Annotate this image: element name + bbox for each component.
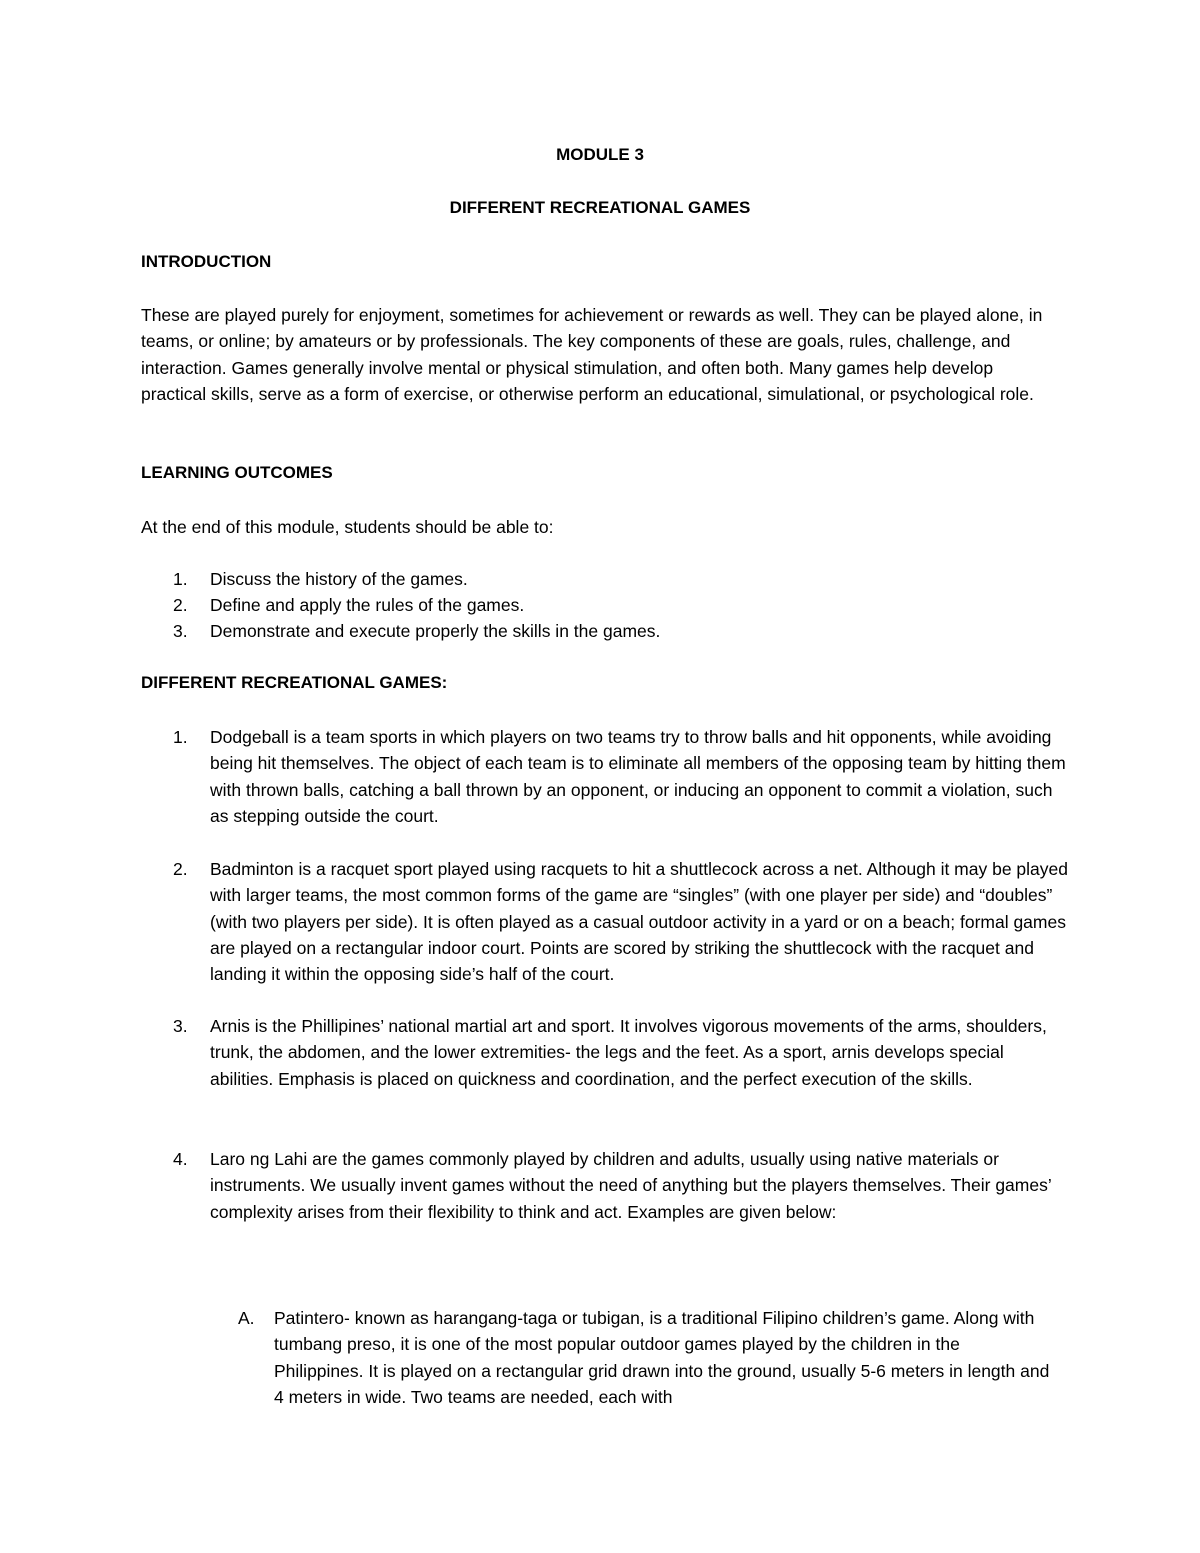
game-text: Dodgeball is a team sports in which players on two teams try to throw balls and hit opponents, while avoiding being hit themselves. The object of each team is to eliminate all members of the opposing team by hitting them with thrown balls, catching a ball thrown by an opponent, or inducing an opponent to commit a violation, such as stepping outside the court. xyxy=(210,727,1066,826)
game-text: Laro ng Lahi are the games commonly played by children and adults, usually using native materials or instruments. We usually invent games without the need of anything but the players themselves. Their games’ complexity arises from their flexibility to think and act. Examples are given below: xyxy=(210,1149,1052,1222)
games-heading: DIFFERENT RECREATIONAL GAMES: xyxy=(141,673,448,692)
game-number: 3. xyxy=(173,1016,188,1036)
game-text: Arnis is the Phillipines’ national martial art and sport. It involves vigorous movements of the arms, shoulders, trunk, the abdomen, and the lower extremities- the legs and the feet. As a sport, arnis develops special abilities. Emphasis is placed on quickness and coordination, and the perfect execution of the skills. xyxy=(210,1016,1047,1089)
game-text: Badminton is a racquet sport played using racquets to hit a shuttlecock across a net. Although it may be played with larger teams, the most common forms of the game are “singles” (with one player per side) and “doubles” (with two players per side). It is often played as a casual outdoor activity in a yard or on a beach; formal games are played on a rectangular indoor court. Points are scored by striking the shuttlecock with the racquet and landing it within the opposing side’s half of the court. xyxy=(210,859,1068,985)
outcome-number: 3. xyxy=(173,621,188,641)
learning-outcomes-heading: LEARNING OUTCOMES xyxy=(141,463,333,482)
introduction-heading: INTRODUCTION xyxy=(141,252,272,271)
game-number: 4. xyxy=(173,1149,188,1169)
learning-outcomes-lead: At the end of this module, students should be able to: xyxy=(141,517,554,537)
outcome-text: Discuss the history of the games. xyxy=(210,569,468,589)
subitem-text: Patintero- known as harangang-taga or tubigan, is a traditional Filipino children’s game. Along with tumbang preso, it is one of the most popular outdoor games played by the children in the Philippines. It is played on a rectangular grid drawn into the ground, usually 5-6 meters in length and 4 meters in wide. Two teams are needed, each with xyxy=(274,1308,1050,1407)
outcome-number: 1. xyxy=(173,569,188,589)
game-number: 1. xyxy=(173,727,188,747)
outcome-text: Demonstrate and execute properly the skills in the games. xyxy=(210,621,661,641)
game-number: 2. xyxy=(173,859,188,879)
module-subtitle: DIFFERENT RECREATIONAL GAMES xyxy=(449,198,751,217)
outcome-number: 2. xyxy=(173,595,188,615)
introduction-paragraph: These are played purely for enjoyment, sometimes for achievement or rewards as well. They can be played alone, in teams, or online; by amateurs or by professionals. The key components of these are goals, rules, challenge, and interaction. Games generally involve mental or physical stimulation, and often both. Many games help develop practical skills, serve as a form of exercise, or otherwise perform an educational, simulational, or psychological role. xyxy=(141,305,1043,404)
outcome-text: Define and apply the rules of the games. xyxy=(210,595,525,615)
module-title: MODULE 3 xyxy=(556,145,644,164)
subitem-letter: A. xyxy=(238,1308,255,1328)
